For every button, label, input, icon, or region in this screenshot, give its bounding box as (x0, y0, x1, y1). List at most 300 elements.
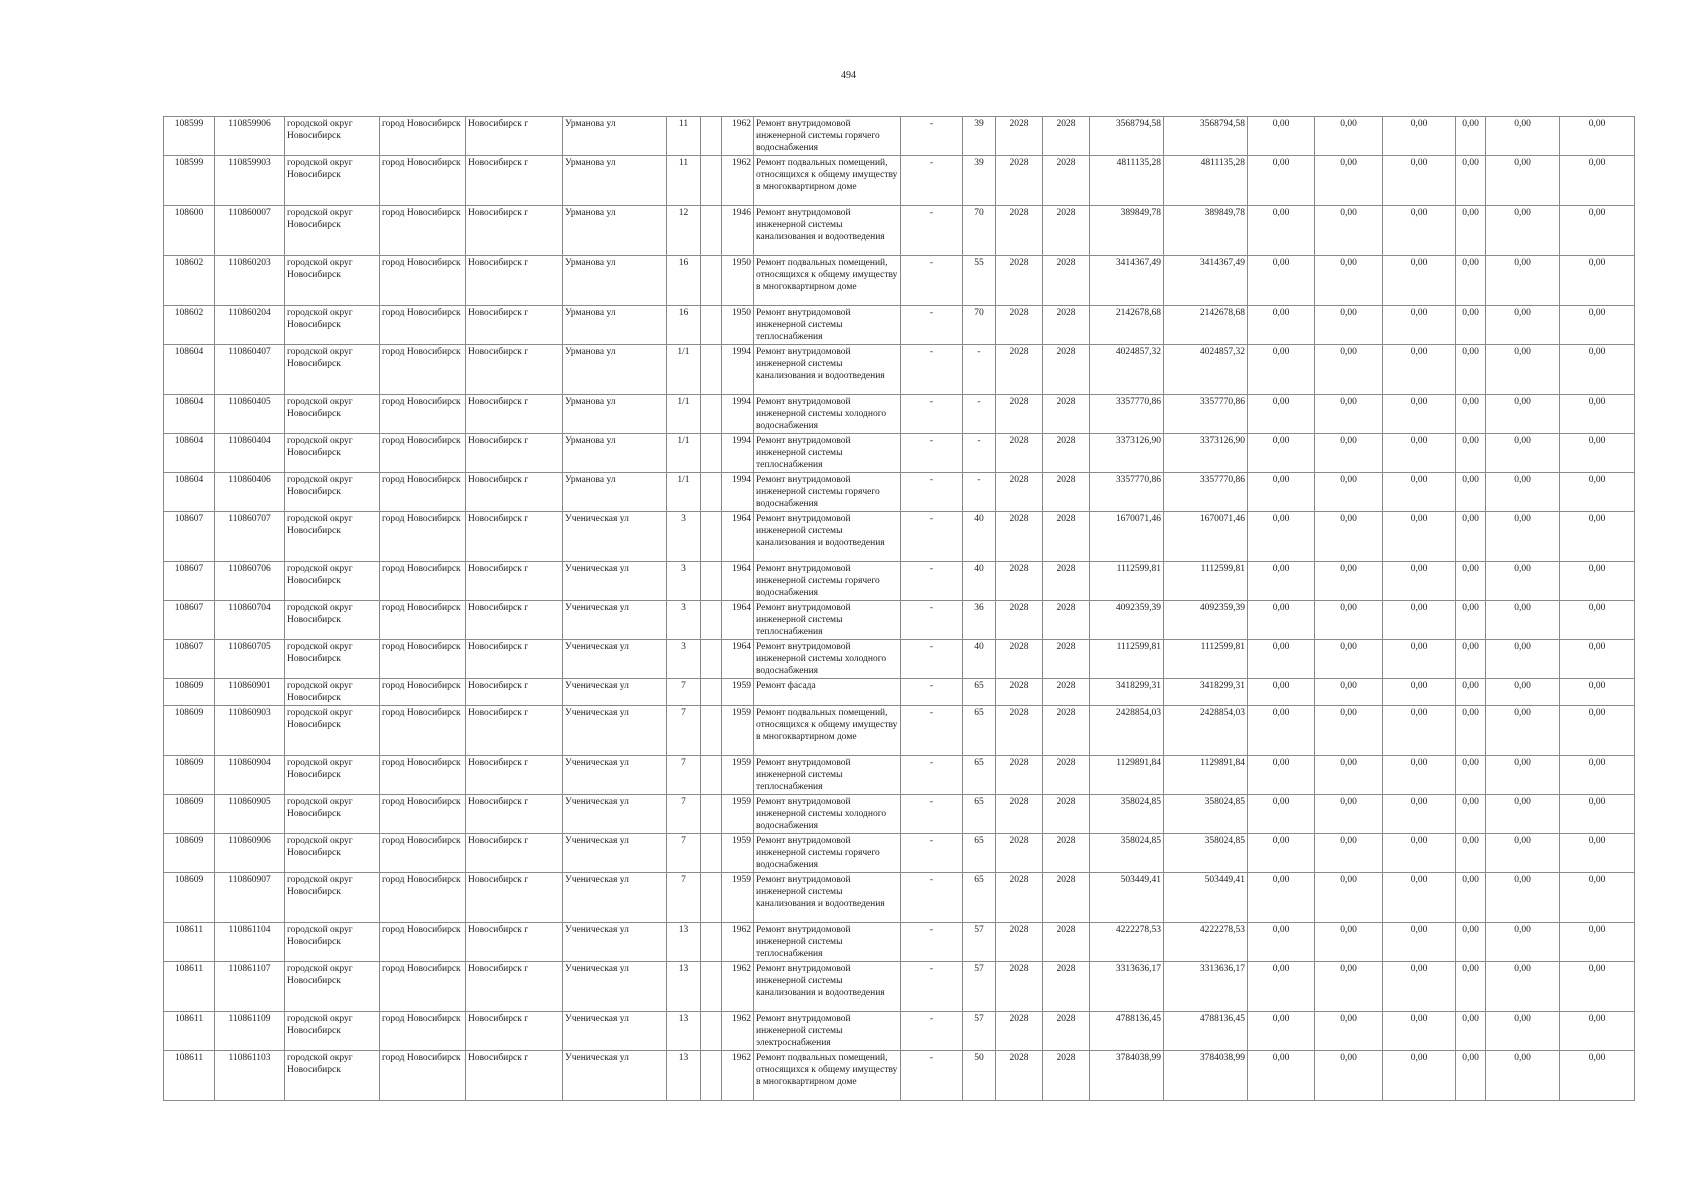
cell-municipal-district: городской округ Новосибирск (285, 679, 380, 706)
cell-funding-5: 0,00 (1486, 1051, 1560, 1101)
cell-plan-year-end: 2028 (1043, 1012, 1090, 1051)
cell-plan-year-end: 2028 (1043, 640, 1090, 679)
cell-funding-4: 0,00 (1456, 640, 1486, 679)
cell-city: Новосибирск г (466, 640, 563, 679)
cell-work-type: Ремонт внутридомовой инженерной системы холодного водоснабжения (754, 640, 901, 679)
cell-funding-2: 0,00 (1315, 795, 1383, 834)
cell-cost-amount: 3414367,49 (1164, 256, 1248, 306)
cell-plan-year-end: 2028 (1043, 473, 1090, 512)
cell-house-number: 16 (667, 306, 701, 345)
cell-plan-year-end: 2028 (1043, 834, 1090, 873)
cell-city: Новосибирск г (466, 1051, 563, 1101)
cell-street: Ученическая ул (563, 512, 667, 562)
cell-wear-percent: 65 (963, 834, 996, 873)
cell-house-number: 7 (667, 706, 701, 756)
table-row (164, 256, 1635, 306)
cell-funding-3: 0,00 (1383, 962, 1456, 1012)
cell-building (701, 873, 722, 923)
cell-funding-6: 0,00 (1560, 117, 1635, 156)
cell-plan-year-end: 2028 (1043, 156, 1090, 206)
cell-cost-amount: 3373126,90 (1164, 434, 1248, 473)
cell-funding-5: 0,00 (1486, 156, 1560, 206)
cell-construction-year: 1962 (722, 923, 754, 962)
cell-funding-5: 0,00 (1486, 434, 1560, 473)
cell-work-id: 110860906 (215, 834, 285, 873)
cell-funding-6: 0,00 (1560, 562, 1635, 601)
cell-funding-4: 0,00 (1456, 1051, 1486, 1101)
cell-building (701, 962, 722, 1012)
cell-building (701, 434, 722, 473)
cell-funding-5: 0,00 (1486, 834, 1560, 873)
cell-record-id: 108609 (164, 795, 215, 834)
cell-work-id: 110860203 (215, 256, 285, 306)
cell-total-cost: 2142678,68 (1090, 306, 1164, 345)
cell-construction-year: 1946 (722, 206, 754, 256)
cell-house-number: 13 (667, 1051, 701, 1101)
cell-cost-amount: 4811135,28 (1164, 156, 1248, 206)
cell-construction-year: 1994 (722, 395, 754, 434)
cell-municipal-district: городской округ Новосибирск (285, 706, 380, 756)
cell-dash-value: - (901, 256, 963, 306)
cell-wear-percent: 57 (963, 962, 996, 1012)
cell-settlement: город Новосибирск (380, 679, 466, 706)
cell-settlement: город Новосибирск (380, 156, 466, 206)
cell-street: Ученическая ул (563, 795, 667, 834)
cell-municipal-district: городской округ Новосибирск (285, 562, 380, 601)
cell-house-number: 1/1 (667, 345, 701, 395)
cell-house-number: 7 (667, 834, 701, 873)
cell-funding-5: 0,00 (1486, 873, 1560, 923)
cell-city: Новосибирск г (466, 923, 563, 962)
cell-funding-6: 0,00 (1560, 1012, 1635, 1051)
cell-house-number: 7 (667, 873, 701, 923)
cell-plan-year-start: 2028 (996, 834, 1043, 873)
cell-city: Новосибирск г (466, 512, 563, 562)
registry-body (164, 117, 1635, 1101)
cell-funding-6: 0,00 (1560, 395, 1635, 434)
cell-settlement: город Новосибирск (380, 395, 466, 434)
cell-wear-percent: 40 (963, 512, 996, 562)
cell-city: Новосибирск г (466, 395, 563, 434)
cell-funding-3: 0,00 (1383, 679, 1456, 706)
cell-plan-year-start: 2028 (996, 306, 1043, 345)
cell-work-type: Ремонт внутридомовой инженерной системы горячего водоснабжения (754, 117, 901, 156)
cell-construction-year: 1962 (722, 1012, 754, 1051)
cell-funding-6: 0,00 (1560, 679, 1635, 706)
cell-city: Новосибирск г (466, 756, 563, 795)
cell-funding-3: 0,00 (1383, 345, 1456, 395)
cell-cost-amount: 1129891,84 (1164, 756, 1248, 795)
cell-city: Новосибирск г (466, 117, 563, 156)
cell-building (701, 706, 722, 756)
cell-municipal-district: городской округ Новосибирск (285, 834, 380, 873)
cell-funding-3: 0,00 (1383, 473, 1456, 512)
cell-total-cost: 1129891,84 (1090, 756, 1164, 795)
cell-work-id: 110860406 (215, 473, 285, 512)
cell-city: Новосибирск г (466, 601, 563, 640)
cell-wear-percent: 39 (963, 156, 996, 206)
cell-cost-amount: 2428854,03 (1164, 706, 1248, 756)
table-row (164, 512, 1635, 562)
cell-house-number: 11 (667, 156, 701, 206)
cell-funding-2: 0,00 (1315, 395, 1383, 434)
cell-settlement: город Новосибирск (380, 601, 466, 640)
cell-work-id: 110860706 (215, 562, 285, 601)
cell-total-cost: 4788136,45 (1090, 1012, 1164, 1051)
cell-work-id: 110860705 (215, 640, 285, 679)
table-row (164, 434, 1635, 473)
cell-funding-1: 0,00 (1248, 117, 1315, 156)
cell-wear-percent: 57 (963, 1012, 996, 1051)
cell-municipal-district: городской округ Новосибирск (285, 923, 380, 962)
cell-funding-1: 0,00 (1248, 601, 1315, 640)
cell-municipal-district: городской округ Новосибирск (285, 756, 380, 795)
cell-plan-year-start: 2028 (996, 434, 1043, 473)
cell-plan-year-start: 2028 (996, 206, 1043, 256)
cell-funding-2: 0,00 (1315, 206, 1383, 256)
cell-plan-year-start: 2028 (996, 395, 1043, 434)
cell-building (701, 756, 722, 795)
cell-work-id: 110860904 (215, 756, 285, 795)
cell-funding-1: 0,00 (1248, 256, 1315, 306)
cell-dash-value: - (901, 1051, 963, 1101)
cell-funding-4: 0,00 (1456, 117, 1486, 156)
cell-settlement: город Новосибирск (380, 256, 466, 306)
cell-building (701, 1012, 722, 1051)
cell-municipal-district: городской округ Новосибирск (285, 1012, 380, 1051)
cell-funding-5: 0,00 (1486, 256, 1560, 306)
cell-plan-year-start: 2028 (996, 873, 1043, 923)
cell-cost-amount: 358024,85 (1164, 795, 1248, 834)
cell-funding-3: 0,00 (1383, 562, 1456, 601)
cell-funding-5: 0,00 (1486, 962, 1560, 1012)
cell-house-number: 3 (667, 640, 701, 679)
cell-building (701, 256, 722, 306)
cell-total-cost: 3357770,86 (1090, 395, 1164, 434)
cell-plan-year-start: 2028 (996, 640, 1043, 679)
cell-cost-amount: 3357770,86 (1164, 473, 1248, 512)
cell-work-type: Ремонт подвальных помещений, относящихся к общему имуществу в многоквартирном доме (754, 1051, 901, 1101)
cell-funding-3: 0,00 (1383, 306, 1456, 345)
cell-dash-value: - (901, 156, 963, 206)
cell-work-type: Ремонт подвальных помещений, относящихся к общему имуществу в многоквартирном доме (754, 706, 901, 756)
cell-funding-1: 0,00 (1248, 434, 1315, 473)
cell-city: Новосибирск г (466, 345, 563, 395)
cell-construction-year: 1959 (722, 834, 754, 873)
cell-funding-2: 0,00 (1315, 679, 1383, 706)
cell-work-id: 110859903 (215, 156, 285, 206)
cell-house-number: 3 (667, 512, 701, 562)
cell-wear-percent: 65 (963, 756, 996, 795)
cell-funding-5: 0,00 (1486, 306, 1560, 345)
cell-city: Новосибирск г (466, 256, 563, 306)
cell-building (701, 117, 722, 156)
cell-construction-year: 1994 (722, 434, 754, 473)
table-row (164, 640, 1635, 679)
cell-municipal-district: городской округ Новосибирск (285, 434, 380, 473)
cell-funding-1: 0,00 (1248, 756, 1315, 795)
cell-work-id: 110860707 (215, 512, 285, 562)
table-row (164, 834, 1635, 873)
cell-record-id: 108609 (164, 873, 215, 923)
cell-record-id: 108611 (164, 962, 215, 1012)
cell-funding-6: 0,00 (1560, 923, 1635, 962)
cell-city: Новосибирск г (466, 434, 563, 473)
cell-funding-6: 0,00 (1560, 156, 1635, 206)
cell-funding-6: 0,00 (1560, 640, 1635, 679)
cell-plan-year-end: 2028 (1043, 434, 1090, 473)
cell-funding-6: 0,00 (1560, 512, 1635, 562)
cell-funding-2: 0,00 (1315, 962, 1383, 1012)
cell-funding-2: 0,00 (1315, 345, 1383, 395)
cell-funding-4: 0,00 (1456, 434, 1486, 473)
cell-construction-year: 1994 (722, 345, 754, 395)
cell-funding-4: 0,00 (1456, 706, 1486, 756)
cell-cost-amount: 4788136,45 (1164, 1012, 1248, 1051)
cell-funding-2: 0,00 (1315, 834, 1383, 873)
cell-plan-year-end: 2028 (1043, 1051, 1090, 1101)
cell-street: Урманова ул (563, 256, 667, 306)
cell-plan-year-end: 2028 (1043, 923, 1090, 962)
cell-funding-2: 0,00 (1315, 117, 1383, 156)
cell-city: Новосибирск г (466, 206, 563, 256)
cell-municipal-district: городской округ Новосибирск (285, 306, 380, 345)
cell-city: Новосибирск г (466, 873, 563, 923)
cell-funding-1: 0,00 (1248, 1012, 1315, 1051)
cell-work-type: Ремонт внутридомовой инженерной системы канализования и водоотведения (754, 345, 901, 395)
cell-total-cost: 503449,41 (1090, 873, 1164, 923)
cell-funding-1: 0,00 (1248, 156, 1315, 206)
cell-street: Урманова ул (563, 473, 667, 512)
cell-funding-5: 0,00 (1486, 562, 1560, 601)
cell-plan-year-start: 2028 (996, 256, 1043, 306)
page-number: 494 (841, 70, 856, 81)
cell-street: Ученическая ул (563, 923, 667, 962)
cell-plan-year-end: 2028 (1043, 601, 1090, 640)
cell-wear-percent: - (963, 434, 996, 473)
cell-funding-6: 0,00 (1560, 345, 1635, 395)
cell-building (701, 1051, 722, 1101)
cell-work-type: Ремонт подвальных помещений, относящихся к общему имуществу в многоквартирном доме (754, 256, 901, 306)
cell-dash-value: - (901, 473, 963, 512)
cell-record-id: 108604 (164, 395, 215, 434)
cell-funding-5: 0,00 (1486, 640, 1560, 679)
cell-settlement: город Новосибирск (380, 834, 466, 873)
cell-record-id: 108609 (164, 834, 215, 873)
cell-house-number: 1/1 (667, 434, 701, 473)
cell-street: Урманова ул (563, 345, 667, 395)
cell-house-number: 1/1 (667, 395, 701, 434)
cell-work-type: Ремонт внутридомовой инженерной системы электроснабжения (754, 1012, 901, 1051)
cell-street: Ученическая ул (563, 640, 667, 679)
table-row (164, 562, 1635, 601)
cell-plan-year-start: 2028 (996, 562, 1043, 601)
cell-funding-5: 0,00 (1486, 345, 1560, 395)
cell-funding-4: 0,00 (1456, 873, 1486, 923)
cell-total-cost: 3414367,49 (1090, 256, 1164, 306)
cell-funding-2: 0,00 (1315, 434, 1383, 473)
table-row (164, 873, 1635, 923)
table-row (164, 962, 1635, 1012)
cell-work-id: 110859906 (215, 117, 285, 156)
cell-funding-2: 0,00 (1315, 562, 1383, 601)
cell-work-id: 110861109 (215, 1012, 285, 1051)
cell-funding-1: 0,00 (1248, 679, 1315, 706)
table-row (164, 306, 1635, 345)
cell-building (701, 206, 722, 256)
cell-plan-year-start: 2028 (996, 156, 1043, 206)
cell-record-id: 108611 (164, 1012, 215, 1051)
cell-funding-1: 0,00 (1248, 962, 1315, 1012)
cell-work-type: Ремонт внутридомовой инженерной системы канализования и водоотведения (754, 873, 901, 923)
cell-work-id: 110860007 (215, 206, 285, 256)
cell-street: Ученическая ул (563, 679, 667, 706)
cell-settlement: город Новосибирск (380, 1012, 466, 1051)
cell-funding-4: 0,00 (1456, 473, 1486, 512)
cell-city: Новосибирск г (466, 679, 563, 706)
cell-settlement: город Новосибирск (380, 473, 466, 512)
cell-construction-year: 1962 (722, 1051, 754, 1101)
cell-building (701, 562, 722, 601)
cell-funding-3: 0,00 (1383, 395, 1456, 434)
cell-work-id: 110861103 (215, 1051, 285, 1101)
cell-funding-5: 0,00 (1486, 395, 1560, 434)
cell-funding-2: 0,00 (1315, 923, 1383, 962)
table-row (164, 601, 1635, 640)
cell-building (701, 601, 722, 640)
cell-building (701, 923, 722, 962)
cell-funding-1: 0,00 (1248, 306, 1315, 345)
cell-settlement: город Новосибирск (380, 873, 466, 923)
cell-total-cost: 4092359,39 (1090, 601, 1164, 640)
cell-dash-value: - (901, 601, 963, 640)
cell-funding-1: 0,00 (1248, 345, 1315, 395)
cell-record-id: 108607 (164, 512, 215, 562)
cell-work-id: 110860704 (215, 601, 285, 640)
cell-cost-amount: 3784038,99 (1164, 1051, 1248, 1101)
cell-total-cost: 4222278,53 (1090, 923, 1164, 962)
cell-city: Новосибирск г (466, 1012, 563, 1051)
cell-funding-1: 0,00 (1248, 206, 1315, 256)
cell-wear-percent: 40 (963, 640, 996, 679)
cell-wear-percent: 40 (963, 562, 996, 601)
cell-dash-value: - (901, 640, 963, 679)
cell-funding-3: 0,00 (1383, 756, 1456, 795)
cell-street: Урманова ул (563, 117, 667, 156)
cell-construction-year: 1962 (722, 156, 754, 206)
table-row (164, 1012, 1635, 1051)
cell-construction-year: 1964 (722, 640, 754, 679)
cell-funding-4: 0,00 (1456, 795, 1486, 834)
cell-total-cost: 3784038,99 (1090, 1051, 1164, 1101)
cell-total-cost: 3357770,86 (1090, 473, 1164, 512)
cell-work-id: 110860903 (215, 706, 285, 756)
cell-house-number: 13 (667, 923, 701, 962)
cell-funding-4: 0,00 (1456, 601, 1486, 640)
cell-street: Ученическая ул (563, 834, 667, 873)
cell-work-type: Ремонт внутридомовой инженерной системы холодного водоснабжения (754, 395, 901, 434)
cell-plan-year-end: 2028 (1043, 756, 1090, 795)
cell-wear-percent: - (963, 395, 996, 434)
table-row (164, 756, 1635, 795)
cell-plan-year-start: 2028 (996, 1051, 1043, 1101)
cell-work-type: Ремонт внутридомовой инженерной системы канализования и водоотведения (754, 512, 901, 562)
cell-plan-year-end: 2028 (1043, 962, 1090, 1012)
cell-city: Новосибирск г (466, 306, 563, 345)
cell-funding-6: 0,00 (1560, 962, 1635, 1012)
cell-building (701, 512, 722, 562)
registry-table (163, 116, 1635, 1101)
cell-funding-4: 0,00 (1456, 562, 1486, 601)
cell-funding-4: 0,00 (1456, 306, 1486, 345)
cell-funding-1: 0,00 (1248, 562, 1315, 601)
cell-dash-value: - (901, 306, 963, 345)
cell-record-id: 108607 (164, 562, 215, 601)
cell-plan-year-start: 2028 (996, 512, 1043, 562)
cell-wear-percent: 65 (963, 795, 996, 834)
cell-plan-year-end: 2028 (1043, 562, 1090, 601)
cell-dash-value: - (901, 395, 963, 434)
cell-plan-year-end: 2028 (1043, 795, 1090, 834)
cell-work-id: 110861104 (215, 923, 285, 962)
cell-construction-year: 1964 (722, 512, 754, 562)
cell-total-cost: 358024,85 (1090, 834, 1164, 873)
cell-funding-1: 0,00 (1248, 795, 1315, 834)
cell-funding-1: 0,00 (1248, 512, 1315, 562)
cell-construction-year: 1962 (722, 962, 754, 1012)
cell-work-id: 110860407 (215, 345, 285, 395)
cell-house-number: 1/1 (667, 473, 701, 512)
cell-wear-percent: 70 (963, 206, 996, 256)
cell-house-number: 13 (667, 962, 701, 1012)
cell-funding-5: 0,00 (1486, 795, 1560, 834)
cell-total-cost: 3313636,17 (1090, 962, 1164, 1012)
cell-funding-6: 0,00 (1560, 206, 1635, 256)
cell-plan-year-start: 2028 (996, 756, 1043, 795)
table-row (164, 923, 1635, 962)
cell-street: Урманова ул (563, 434, 667, 473)
table-row (164, 117, 1635, 156)
cell-record-id: 108611 (164, 923, 215, 962)
cell-funding-4: 0,00 (1456, 679, 1486, 706)
cell-work-type: Ремонт внутридомовой инженерной системы канализования и водоотведения (754, 962, 901, 1012)
cell-funding-5: 0,00 (1486, 206, 1560, 256)
cell-street: Урманова ул (563, 156, 667, 206)
cell-funding-3: 0,00 (1383, 640, 1456, 679)
cell-funding-3: 0,00 (1383, 434, 1456, 473)
cell-plan-year-start: 2028 (996, 117, 1043, 156)
cell-work-id: 110860204 (215, 306, 285, 345)
cell-funding-1: 0,00 (1248, 640, 1315, 679)
cell-municipal-district: городской округ Новосибирск (285, 512, 380, 562)
cell-record-id: 108599 (164, 156, 215, 206)
cell-settlement: город Новосибирск (380, 706, 466, 756)
cell-plan-year-end: 2028 (1043, 206, 1090, 256)
cell-funding-4: 0,00 (1456, 156, 1486, 206)
cell-total-cost: 1112599,81 (1090, 640, 1164, 679)
cell-funding-3: 0,00 (1383, 834, 1456, 873)
cell-street: Ученическая ул (563, 601, 667, 640)
cell-municipal-district: городской округ Новосибирск (285, 1051, 380, 1101)
cell-street: Урманова ул (563, 206, 667, 256)
cell-wear-percent: 50 (963, 1051, 996, 1101)
cell-house-number: 7 (667, 795, 701, 834)
cell-city: Новосибирск г (466, 473, 563, 512)
cell-work-id: 110860907 (215, 873, 285, 923)
cell-street: Ученическая ул (563, 962, 667, 1012)
cell-construction-year: 1959 (722, 756, 754, 795)
cell-total-cost: 1112599,81 (1090, 562, 1164, 601)
